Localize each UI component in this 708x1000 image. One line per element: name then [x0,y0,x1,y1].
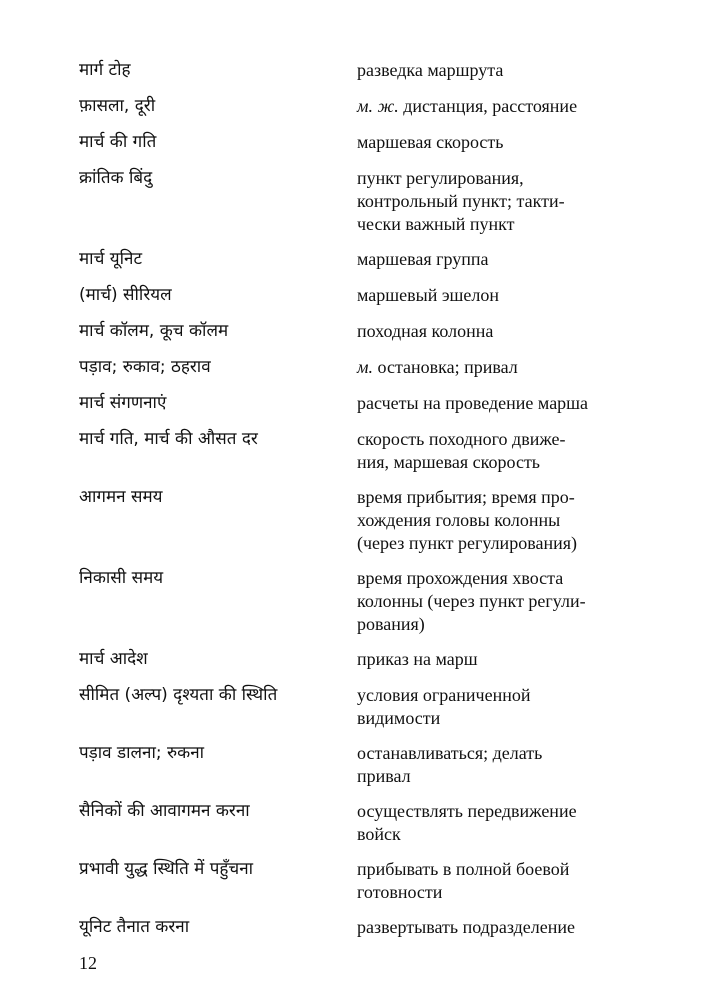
translation-text: прибывать в полной боевой [357,859,570,879]
dictionary-entry [79,130,639,155]
hindi-term: आगमन समय [79,487,163,507]
translation-text: походная колонна [357,321,494,341]
russian-translation [357,283,639,307]
dictionary-entry [79,915,639,940]
dictionary-entry [79,319,639,344]
translation-text: время прохождения хвоста [357,568,564,588]
hindi-term: मार्च गति, मार्च की औसत दर [79,429,258,449]
dictionary-entry [79,355,639,380]
translation-text: готовности [357,882,443,902]
translation-line [357,428,639,451]
russian-translation [357,647,639,671]
translation-text: маршевый эшелон [357,285,500,305]
hindi-term: पड़ाव; रुकाव; ठहराव [79,357,211,377]
translation-line [357,131,639,154]
translation-line [357,707,639,730]
translation-line [357,486,639,509]
hindi-term: प्रभावी युद्ध स्थिति में पहुँचना [79,859,254,879]
dictionary-entry [79,857,639,904]
russian-translation [357,58,639,82]
russian-translation [357,319,639,343]
russian-translation [357,166,639,236]
translation-text: чески важный пункт [357,214,515,234]
russian-translation [357,857,639,904]
dictionary-entry [79,647,639,672]
translation-text: останавливаться; делать [357,743,543,763]
translation-line [357,356,639,379]
translation-line [357,284,639,307]
russian-translation [357,799,639,846]
translation-line [357,167,639,190]
russian-translation [357,355,639,379]
translation-text: остановка; привал [377,357,518,377]
translation-text: колонны (через пункт регули- [357,591,586,611]
translation-text: контрольный пункт; такти- [357,191,565,211]
translation-text: видимости [357,708,441,728]
dictionary-entry [79,247,639,272]
translation-line [357,95,639,118]
dictionary-entry [79,391,639,416]
hindi-term: यूनिट तैनात करना [79,917,190,937]
translation-line [357,59,639,82]
translation-line [357,320,639,343]
translation-line [357,451,639,474]
hindi-term: सैनिकों की आवागमन करना [79,801,250,821]
dictionary-entry [79,166,639,236]
hindi-term: मार्च की गति [79,132,157,152]
translation-text: ния, маршевая скорость [357,452,541,472]
hindi-term: क्रांतिक बिंदु [79,168,153,188]
dictionary-entry [79,94,639,119]
translation-text: хождения головы колонны [357,510,561,530]
translation-line [357,567,639,590]
translation-line [357,613,639,636]
translation-line [357,392,639,415]
translation-text: осуществлять передвижение [357,801,577,821]
russian-translation [357,247,639,271]
translation-line [357,590,639,613]
translation-line [357,213,639,236]
translation-text: условия ограниченной [357,685,531,705]
russian-translation [357,427,639,474]
translation-line [357,742,639,765]
page-number: 12 [79,953,97,973]
translation-line [357,765,639,788]
translation-text: дистанция, расстояние [403,96,578,116]
entry-list [79,58,639,951]
translation-line [357,248,639,271]
dictionary-entry [79,427,639,474]
translation-line [357,532,639,555]
dictionary-entry [79,683,639,730]
translation-line [357,858,639,881]
translation-line [357,881,639,904]
grammar-note: м. [357,357,373,377]
dictionary-entry [79,741,639,788]
hindi-term: सीमित (अल्प) दृश्यता की स्थिति [79,685,278,705]
translation-line [357,823,639,846]
hindi-term: फ़ासला, दूरी [79,96,156,116]
hindi-term: निकासी समय [79,568,164,588]
hindi-term: मार्च आदेश [79,649,148,669]
grammar-note: м. ж. [357,96,399,116]
russian-translation [357,130,639,154]
hindi-term: पड़ाव डालना; रुकना [79,743,205,763]
translation-line [357,648,639,671]
translation-text: рования) [357,614,425,634]
hindi-term: मार्च यूनिट [79,249,143,269]
russian-translation [357,741,639,788]
dictionary-entry [79,58,639,83]
russian-translation [357,683,639,730]
translation-line [357,684,639,707]
translation-text: маршевая скорость [357,132,504,152]
translation-text: разведка маршрута [357,60,504,80]
translation-text: (через пункт регулирования) [357,533,577,553]
translation-text: расчеты на проведение марша [357,393,589,413]
translation-text: войск [357,824,401,844]
translation-text: время прибытия; время про- [357,487,575,507]
russian-translation [357,915,639,939]
russian-translation [357,566,639,636]
dictionary-entry [79,566,639,636]
translation-text: развертывать подразделение [357,917,575,937]
russian-translation [357,391,639,415]
hindi-term: (मार्च) सीरियल [79,285,172,305]
russian-translation [357,485,639,555]
translation-text: пункт регулирования, [357,168,524,188]
russian-translation [357,94,639,118]
translation-text: маршевая группа [357,249,489,269]
translation-line [357,190,639,213]
hindi-term: मार्च संगणनाएं [79,393,167,413]
translation-text: скорость походного движе- [357,429,566,449]
dictionary-entry [79,283,639,308]
translation-line [357,509,639,532]
dictionary-entry [79,485,639,555]
dictionary-entry [79,799,639,846]
translation-line [357,916,639,939]
hindi-term: मार्च कॉलम, कूच कॉलम [79,321,229,341]
translation-line [357,800,639,823]
translation-text: привал [357,766,411,786]
hindi-term: मार्ग टोह [79,60,131,80]
translation-text: приказ на марш [357,649,478,669]
